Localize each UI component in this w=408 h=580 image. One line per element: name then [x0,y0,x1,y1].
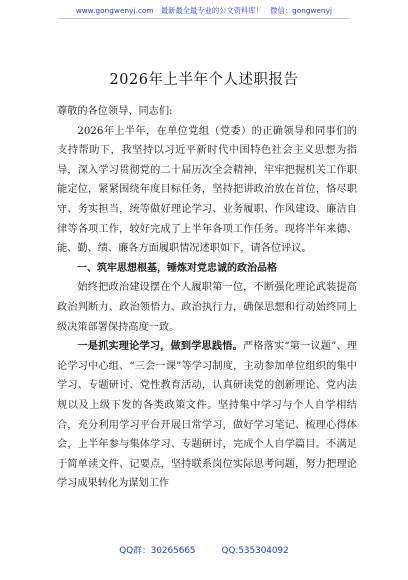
point-paragraph [57,337,357,494]
footer-contact [0,543,408,556]
point-lead: 一是抓实理论学习，做到学思践悟。 [77,341,243,353]
footer-qq: QQ:535304092 [221,546,289,556]
site-header-text: www.gongwenyj.com 最新最全最专业的公文资料库！ 微信：gongwenyj [75,6,333,15]
section-paragraph: 始终把政治建设摆在个人履职第一位，不断强化理论武装提高政治判断力、政治领悟力、政治执行力，确保思想和行动始终同上级决策部署保持高度一致。 [57,282,357,333]
document-body [57,102,357,494]
point-body: 严格落实“第一议题”、理论学习中心组、“三会一课”等学习制度，主动参加单位组织的集中学习、专题研讨、党性教育活动，认真研读党的创新理论、党内法规以及上级下发的各类政策文件。坚持集中学习与个人自学相结合，充分利用学习平台开展日常学习，做好学习笔记、梳理心得体会，上半年参与集体学习、专题研讨，完成个人自学篇目。不满足于简单读文件、记要点，坚持联系岗位实际思考问题，努力把理论学习成果转化为谋划工作 [57,341,358,490]
header-divider [58,18,350,19]
footer-qq-group: QQ群：30265665 [119,546,196,556]
document-title: 2026年上半年个人述职报告 [109,72,299,88]
intro-paragraph: 2026年上半年，在单位党组（党委）的正确领导和同事们的支持帮助下，我坚持以习近平新时代中国特色社会主义思想为指导，深入学习贯彻党的二十届历次全会精神，牢牢把握机关工作职能定位，紧紧围绕年度目标任务，坚持把讲政治放在首位，恪尽职守、务实担当，统等做好理论学习、业务履职、作风建设、廉洁自律等各项工作，较好完成了上半年各项工作任务。现将半年来德、能、勤、绩、廉各方面履职情况述职如下，请各位评议。 [57,125,357,255]
salutation: 尊敬的各位领导、同志们: [57,106,173,117]
section-heading: 一、筑牢思想根基，锤炼对党忠诚的政治品格 [77,262,277,274]
